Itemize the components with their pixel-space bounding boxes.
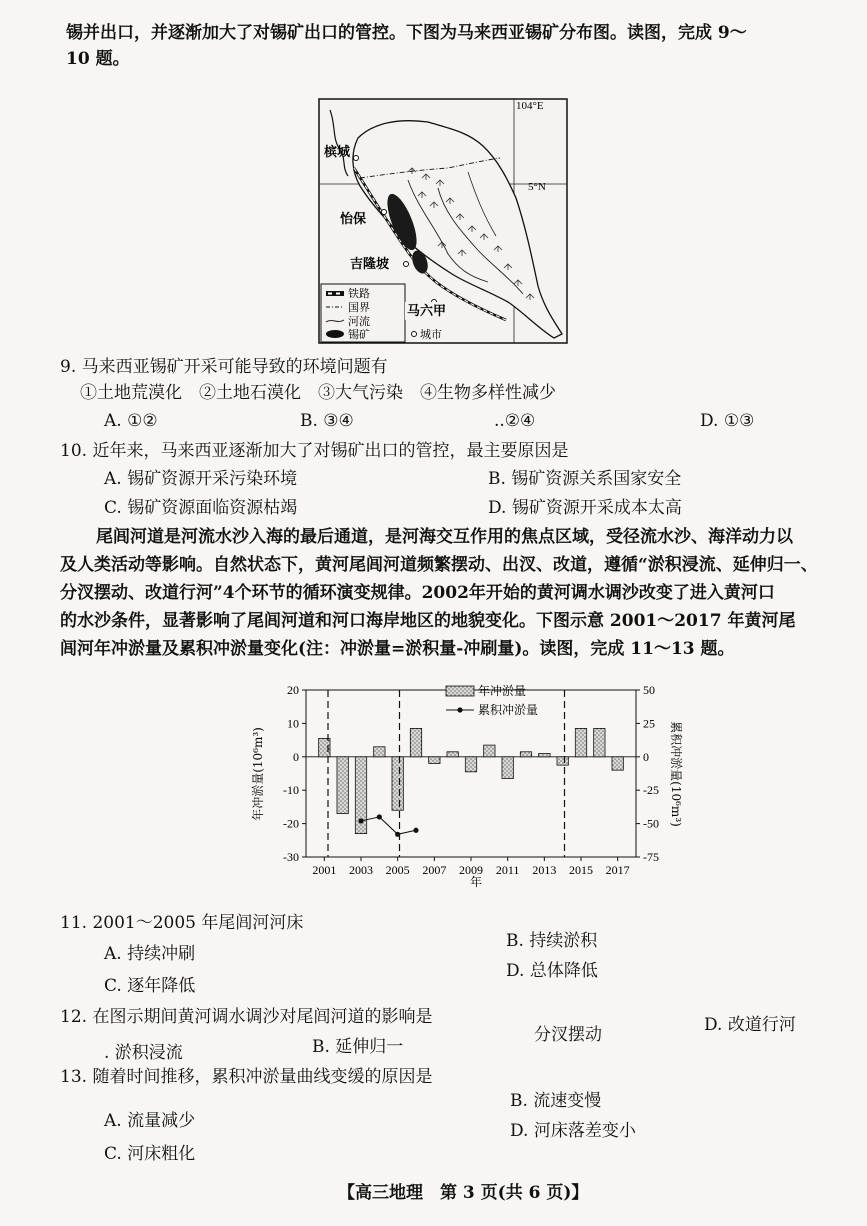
bar-2017	[612, 757, 623, 770]
legend-city: 城市	[420, 328, 442, 341]
y2-axis-title: 累积冲淤量(10⁶m³)	[669, 721, 683, 827]
q9-option-d: D. ①③	[700, 411, 755, 431]
x-tick-label: 2013	[532, 863, 557, 877]
q9-items: ①土地荒漠化 ②土地石漠化 ③大气污染 ④生物多样性减少	[80, 383, 556, 403]
legend-cumulative: 累积冲淤量	[478, 703, 539, 717]
bar-2006	[410, 728, 421, 756]
x-tick-label: 2007	[422, 863, 447, 877]
passage-line-3: 分汊摆动、改道行河”4个环节的循环演变规律。2002年开始的黄河调水调沙改变了进入黄河口	[60, 583, 775, 603]
y-tick-label: -30	[283, 850, 299, 864]
y2-tick-label: -50	[643, 816, 659, 831]
q13-option-a: A. 流量减少	[104, 1111, 196, 1131]
q12-option-b: B. 延伸归一	[312, 1037, 404, 1057]
legend-railway: 铁路	[348, 287, 370, 300]
q12-option-a: . 淤积浸流	[104, 1043, 183, 1063]
q11-option-b: B. 持续淤积	[506, 931, 598, 951]
bar-2011	[502, 757, 513, 779]
y-axis-title: 年冲淤量(10⁶m³)	[251, 727, 265, 821]
map-city-ipoh: 怡保	[340, 212, 367, 227]
bar-2005	[392, 757, 403, 810]
legend-annual: 年冲淤量	[478, 684, 527, 698]
bar-2004	[374, 747, 385, 757]
passage-line-5: 闾河年冲淤量及累积冲淤量变化(注：冲淤量=淤积量-冲刷量)。读图，完成 11～13 题。	[60, 639, 735, 659]
x-tick-label: 2015	[569, 863, 593, 877]
bar-2010	[484, 745, 495, 757]
y-tick-label: 0	[293, 749, 299, 764]
q13-option-d: D. 河床落差变小	[510, 1121, 636, 1141]
x-tick-label: 2003	[349, 863, 373, 877]
bar-2013	[539, 753, 550, 756]
chart-legend	[446, 683, 538, 717]
y2-tick-label: 0	[643, 749, 649, 764]
passage-line-2: 及人类活动等影响。自然状态下，黄河尾闾河道频繁摆动、出汊、改道，遵循“淤积浸流、延伸归一、	[60, 555, 818, 575]
map-longitude-label: 104°E	[516, 100, 544, 112]
q11-option-d: D. 总体降低	[506, 961, 598, 981]
q9-option-a: A. ①②	[104, 411, 158, 431]
map-latitude-label: 5°N	[528, 181, 546, 193]
y-tick-label: 10	[287, 716, 299, 731]
q10-option-d: D. 锡矿资源开采成本太高	[488, 498, 682, 518]
bar-2015	[575, 728, 586, 756]
legend-river: 河流	[348, 315, 370, 328]
passage-line-4: 的水沙条件，显著影响了尾闾河道和河口海岸地区的地貌变化。下图示意 2001～2017 年黄河尾	[60, 611, 796, 631]
q12-option-d: D. 改道行河	[704, 1015, 796, 1035]
cumulative-point-3	[413, 828, 418, 833]
legend-boundary: 国界	[348, 301, 370, 314]
q11-stem: 11. 2001～2005 年尾闾河河床	[60, 913, 304, 933]
x-tick-label: 2001	[312, 863, 337, 877]
bar-2008	[447, 752, 458, 757]
malaysia-tin-map	[318, 98, 568, 344]
bar-2009	[465, 757, 476, 772]
y-tick-label: -10	[283, 783, 299, 798]
cumulative-line	[361, 817, 416, 834]
legend-tin: 锡矿	[348, 328, 370, 341]
y2-tick-label: -25	[643, 783, 659, 798]
x-tick-label: 2011	[495, 863, 520, 877]
bar-2002	[337, 757, 348, 814]
q10-option-c: C. 锡矿资源面临资源枯竭	[104, 498, 298, 518]
bar-2014	[557, 757, 568, 765]
y2-tick-label: 50	[643, 683, 655, 697]
q9-option-b: B. ③④	[300, 411, 354, 431]
q11-option-c: C. 逐年降低	[104, 976, 196, 996]
q13-option-b: B. 流速变慢	[510, 1091, 602, 1111]
q9-stem: 9. 马来西亚锡矿开采可能导致的环境问题有	[60, 357, 388, 377]
bar-2012	[520, 752, 531, 757]
intro-line-1: 锡并出口，并逐渐加大了对锡矿出口的管控。下图为马来西亚锡矿分布图。读图，完成 9～	[66, 23, 747, 43]
q12-option-c: 分汊摆动	[534, 1025, 602, 1045]
plot-area	[283, 683, 659, 877]
q10-stem: 10. 近年来，马来西亚逐渐加大了对锡矿出口的管控，最主要原因是	[60, 441, 569, 461]
intro-line-2: 10 题。	[66, 49, 130, 69]
map-city-penang: 槟城	[324, 145, 351, 160]
y2-tick-label: -75	[643, 850, 659, 864]
q13-stem: 13. 随着时间推移，累积冲淤量曲线变缓的原因是	[60, 1067, 433, 1087]
q10-option-a: A. 锡矿资源开采污染环境	[104, 469, 298, 489]
x-tick-label: 2017	[605, 863, 630, 877]
y-tick-label: 20	[287, 683, 299, 697]
x-tick-label: 2005	[385, 863, 410, 877]
x-axis-title: 年	[469, 875, 483, 889]
bar-2007	[429, 757, 440, 764]
q9-option-c: ..②④	[494, 411, 536, 431]
cumulative-point-1	[377, 814, 382, 819]
map-city-malacca: 马六甲	[407, 304, 447, 319]
bar-2016	[594, 728, 605, 756]
q11-option-a: A. 持续冲刷	[104, 944, 196, 964]
q12-stem: 12. 在图示期间黄河调水调沙对尾闾河道的影响是	[60, 1007, 433, 1027]
x-tick-label: 2009	[459, 863, 483, 877]
q13-option-c: C. 河床粗化	[104, 1144, 196, 1164]
passage-line-1: 尾闾河道是河流水沙入海的最后通道，是河海交互作用的焦点区域，受径流水沙、海洋动力以	[96, 527, 793, 547]
cumulative-point-0	[358, 818, 363, 823]
map-city-kuala-lumpur: 吉隆坡	[350, 257, 390, 272]
y-tick-label: -20	[283, 816, 299, 831]
page-footer: 【高三地理 第 3 页(共 6 页)】	[338, 1183, 589, 1203]
y2-tick-label: 25	[643, 716, 655, 731]
q10-option-b: B. 锡矿资源关系国家安全	[488, 469, 682, 489]
siltation-chart	[248, 672, 683, 892]
